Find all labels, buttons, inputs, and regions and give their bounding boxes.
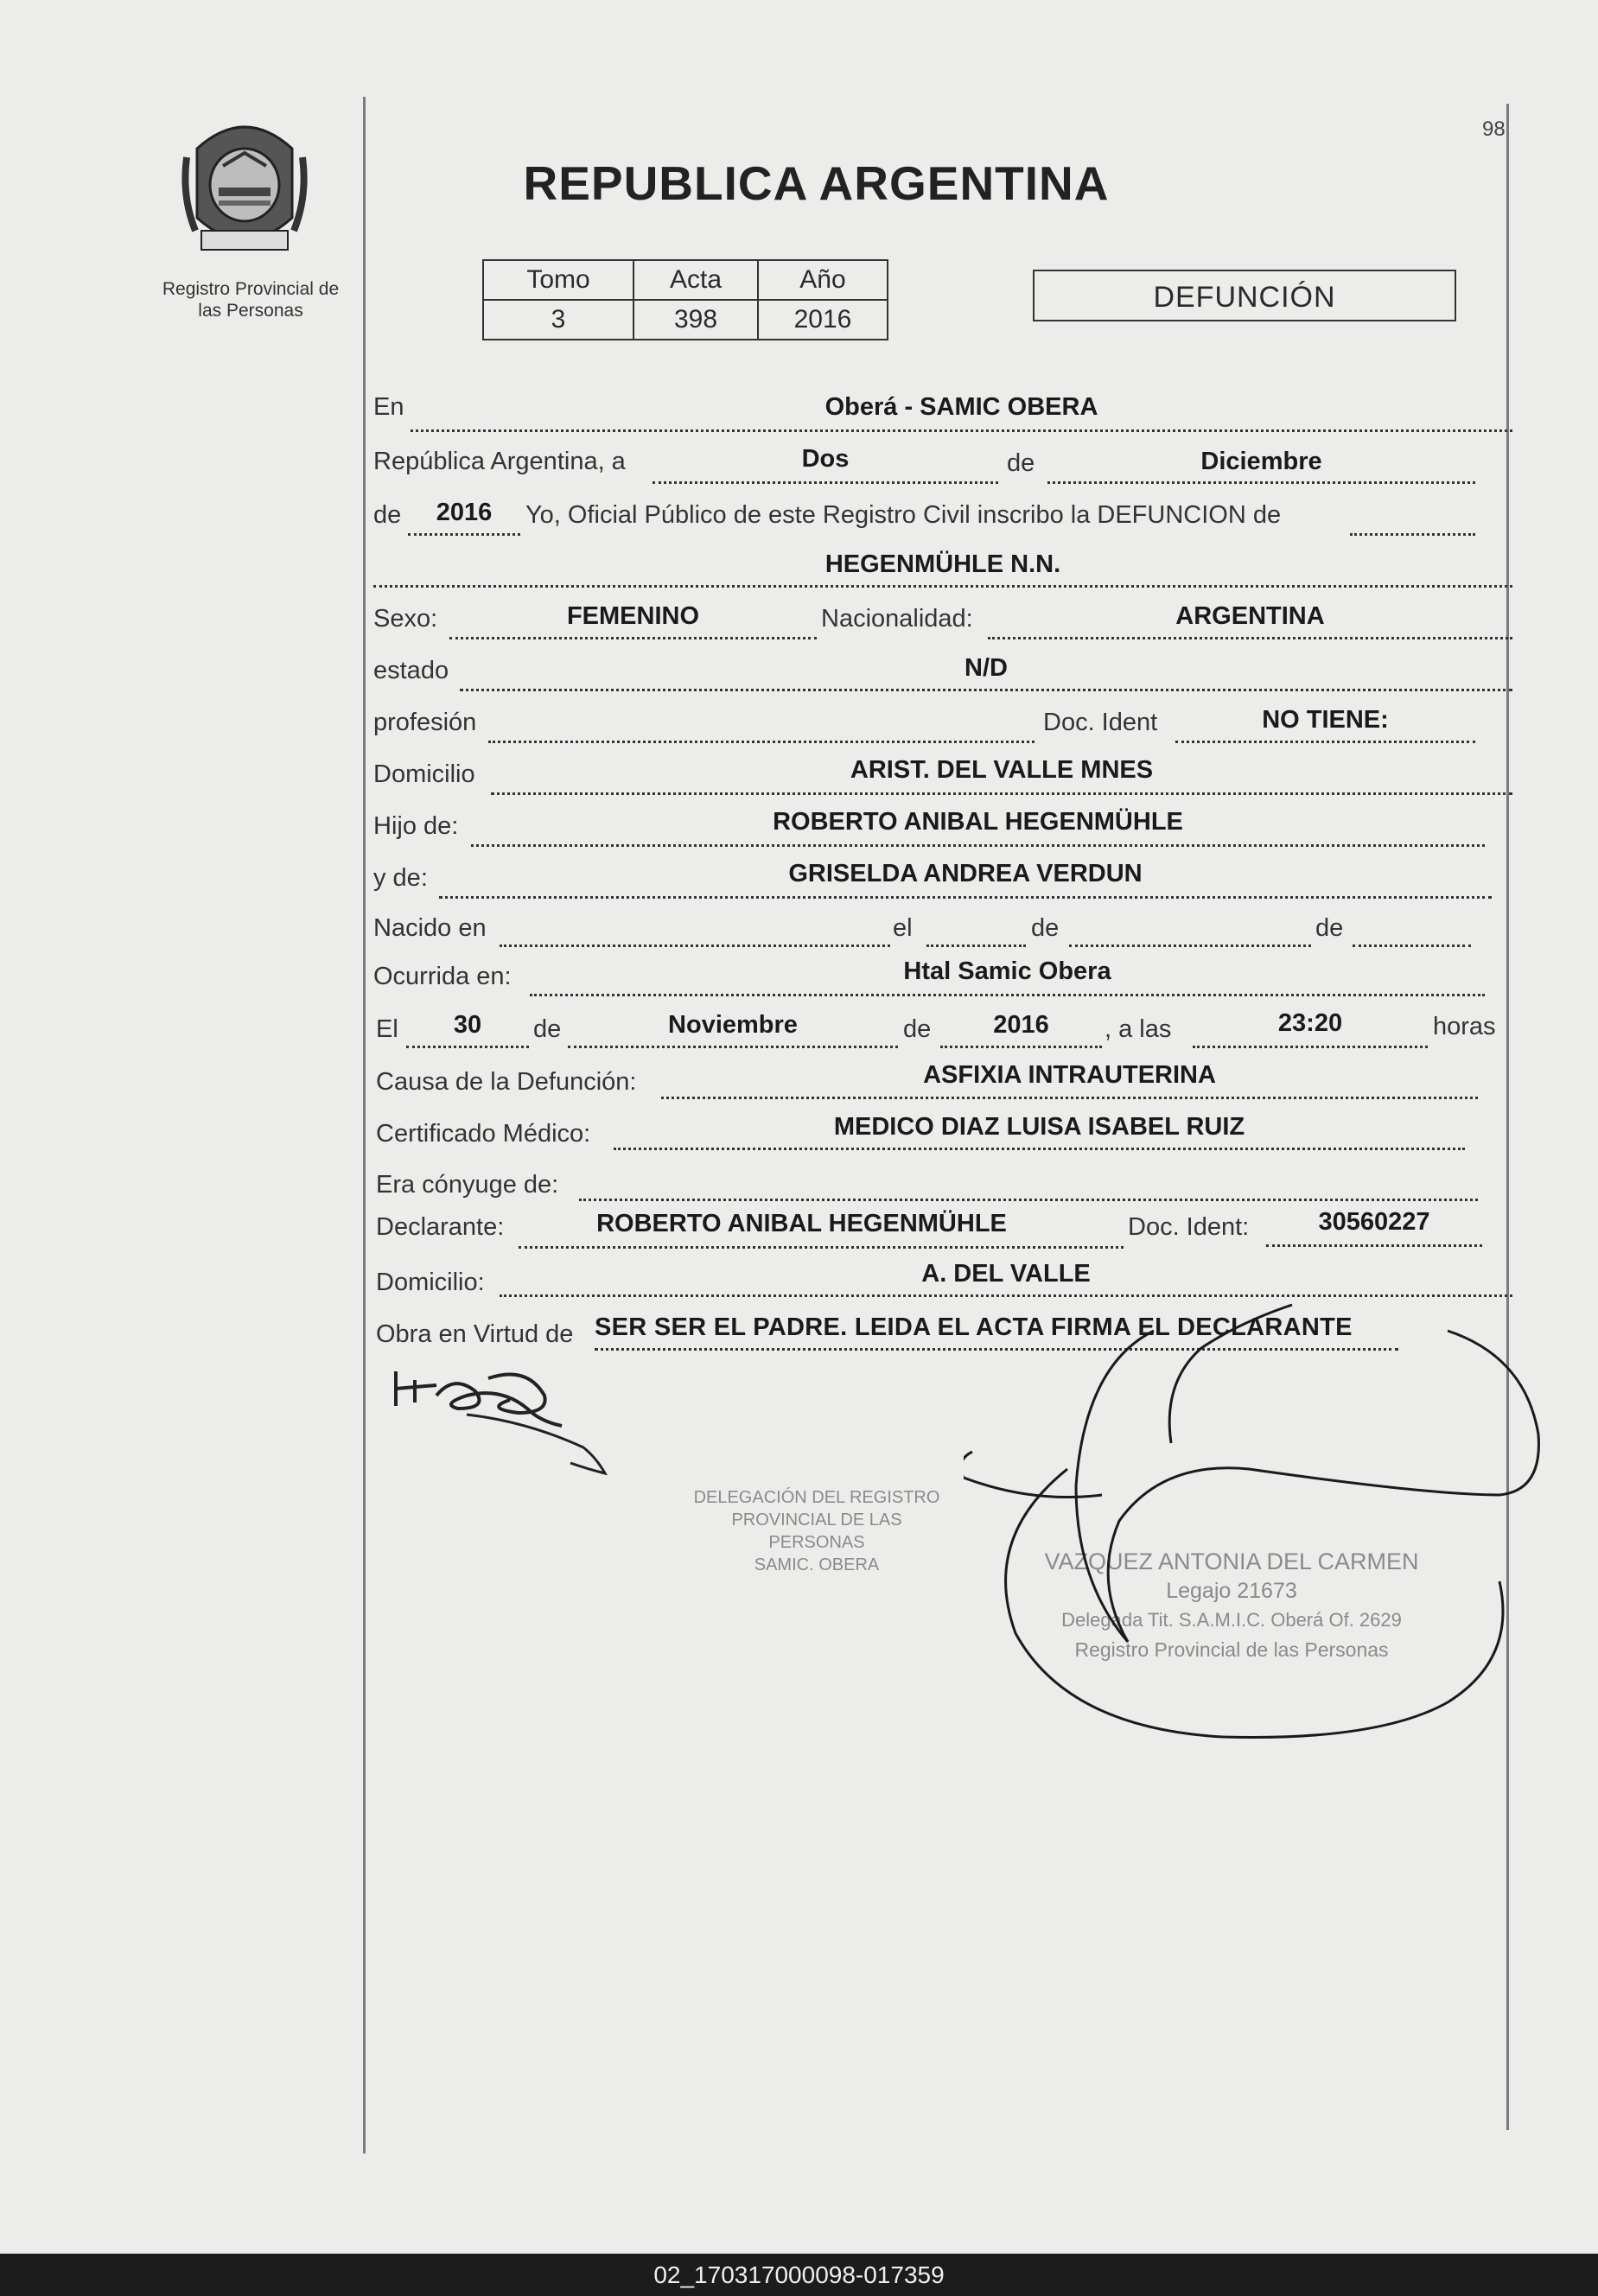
sexo-label: Sexo: xyxy=(373,605,438,633)
sexo-line xyxy=(449,637,817,639)
act-type-box: DEFUNCIÓN xyxy=(1033,270,1456,321)
domicilio2-label: Domicilio: xyxy=(376,1269,485,1296)
fecha-def-mes-line xyxy=(568,1046,898,1048)
nacido-dia-line xyxy=(926,944,1026,947)
y-de-line xyxy=(439,896,1492,899)
estado-label: estado xyxy=(373,657,449,684)
declarante-doc-label: Doc. Ident: xyxy=(1128,1213,1250,1241)
official-office: Delegada Tit. S.A.M.I.C. Oberá Of. 2629 xyxy=(1061,1609,1402,1631)
document-title: REPUBLICA ARGENTINA xyxy=(523,156,1110,210)
register-header-anio: Año xyxy=(758,260,888,300)
certificado-label: Certificado Médico: xyxy=(376,1120,591,1148)
doc-ident-value: NO TIENE: xyxy=(1262,706,1389,734)
nacionalidad-value: ARGENTINA xyxy=(1175,602,1325,630)
y-de-value: GRISELDA ANDREA VERDUN xyxy=(788,860,1143,887)
hijo-de-value: ROBERTO ANIBAL HEGENMÜHLE xyxy=(773,808,1183,836)
fecha-def-de2-label: de xyxy=(903,1015,932,1043)
nombre-line xyxy=(373,585,1512,588)
domicilio2-value: A. DEL VALLE xyxy=(921,1260,1091,1288)
fecha-def-hora-value: 23:20 xyxy=(1277,1009,1343,1037)
fecha-def-de1-label: de xyxy=(533,1015,562,1043)
causa-label: Causa de la Defunción: xyxy=(376,1068,637,1096)
nacido-lugar-line xyxy=(500,944,890,947)
nacido-anio-line xyxy=(1353,944,1471,947)
en-label: En xyxy=(373,393,404,421)
logo-caption-line2: las Personas xyxy=(198,301,303,321)
declarant-signature xyxy=(389,1361,614,1491)
register-header-acta: Acta xyxy=(633,260,758,300)
fecha-anio-label: de xyxy=(373,501,402,529)
delegation-seal-text xyxy=(691,1486,942,1576)
domicilio-value: ARIST. DEL VALLE MNES xyxy=(850,756,1154,784)
official-signature xyxy=(964,1296,1560,1763)
nacido-mes-line xyxy=(1069,944,1311,947)
nacido-de2-label: de xyxy=(1315,914,1344,942)
nacido-label: Nacido en xyxy=(373,914,487,942)
sexo-value: FEMENINO xyxy=(566,602,700,630)
causa-value: ASFIXIA INTRAUTERINA xyxy=(923,1061,1216,1089)
fecha-anio-value: 2016 xyxy=(436,499,493,526)
nacido-de1-label: de xyxy=(1031,914,1060,942)
hijo-de-line xyxy=(471,844,1485,847)
delegation-seal-line1: DELEGACIÓN DEL REGISTRO PROVINCIAL DE LAS PERSONAS xyxy=(693,1488,940,1552)
conyuge-label: Era cónyuge de: xyxy=(376,1171,559,1199)
obra-label: Obra en Virtud de xyxy=(376,1320,574,1348)
certificado-line xyxy=(614,1148,1465,1150)
fecha-def-dia-value: 30 xyxy=(453,1011,482,1039)
page-number: 98 xyxy=(1482,118,1506,141)
register-table xyxy=(482,259,888,340)
certificado-value: MEDICO DIAZ LUISA ISABEL RUIZ xyxy=(833,1113,1245,1141)
doc-ident-label: Doc. Ident xyxy=(1043,709,1158,736)
official-name: VAZQUEZ ANTONIA DEL CARMEN xyxy=(1044,1549,1419,1574)
fecha-mes-value: Diciembre xyxy=(1200,448,1322,475)
fecha-def-a-las-label: , a las xyxy=(1105,1015,1172,1043)
fecha-def-horas-label: horas xyxy=(1433,1013,1496,1040)
domicilio-line xyxy=(491,792,1512,795)
register-header-tomo: Tomo xyxy=(483,260,633,300)
causa-line xyxy=(661,1097,1478,1099)
doc-ident-line xyxy=(1175,741,1475,743)
register-value-acta: 398 xyxy=(633,300,758,340)
nombre-value: HEGENMÜHLE N.N. xyxy=(824,550,1061,578)
register-value-anio: 2016 xyxy=(758,300,888,340)
register-value-row xyxy=(483,300,888,340)
logo-caption-line1: Registro Provincial de xyxy=(162,279,340,299)
ocurrida-value: Htal Samic Obera xyxy=(903,957,1111,985)
declarante-label: Declarante: xyxy=(376,1213,505,1241)
inscribo-line xyxy=(1350,533,1475,536)
official-registry: Registro Provincial de las Personas xyxy=(1074,1638,1389,1661)
fecha-label: República Argentina, a xyxy=(373,448,626,475)
fecha-def-anio-line xyxy=(940,1046,1102,1048)
inscribo-text: Yo, Oficial Público de este Registro Civil inscribo la DEFUNCION de xyxy=(525,501,1282,529)
fecha-dia-value: Dos xyxy=(801,445,850,473)
fecha-def-mes-value: Noviembre xyxy=(668,1011,798,1039)
official-legajo: Legajo 21673 xyxy=(1166,1579,1297,1603)
en-line xyxy=(411,429,1512,432)
fecha-def-el-label: El xyxy=(376,1015,398,1043)
en-value: Oberá - SAMIC OBERA xyxy=(824,393,1098,421)
ocurrida-line xyxy=(530,994,1485,996)
nacionalidad-line xyxy=(988,637,1512,639)
hijo-de-label: Hijo de: xyxy=(373,812,459,840)
delegation-seal-line2: SAMIC. OBERA xyxy=(754,1555,880,1574)
declarante-doc-line xyxy=(1266,1244,1482,1247)
fecha-mes-label: de xyxy=(1007,449,1035,477)
fecha-dia-line xyxy=(653,481,998,484)
register-value-tomo: 3 xyxy=(483,300,633,340)
profesion-line xyxy=(488,741,1035,743)
conyuge-line xyxy=(579,1199,1478,1201)
nacido-el-label: el xyxy=(893,914,913,942)
footer-case-id: 02_170317000098-017359 xyxy=(0,2254,1598,2296)
nacionalidad-label: Nacionalidad: xyxy=(821,605,973,633)
y-de-label: y de: xyxy=(373,864,428,892)
left-margin-line xyxy=(363,97,366,2153)
obra-value: SER SER EL PADRE. LEIDA EL ACTA FIRMA EL DECLARANTE xyxy=(595,1313,1353,1341)
declarante-line xyxy=(519,1246,1124,1249)
register-header-row xyxy=(483,260,888,300)
logo-caption xyxy=(130,278,372,321)
fecha-def-anio-value: 2016 xyxy=(993,1011,1049,1039)
declarante-value: ROBERTO ANIBAL HEGENMÜHLE xyxy=(596,1210,1007,1237)
domicilio-label: Domicilio xyxy=(373,760,475,788)
fecha-anio-line xyxy=(408,533,520,536)
fecha-mes-line xyxy=(1047,481,1475,484)
fecha-def-hora-line xyxy=(1193,1046,1428,1048)
profesion-label: profesión xyxy=(373,709,477,736)
estado-line xyxy=(460,689,1512,691)
declarante-doc-value: 30560227 xyxy=(1318,1208,1430,1236)
estado-value: N/D xyxy=(965,654,1008,682)
fecha-def-dia-line xyxy=(406,1046,529,1048)
ocurrida-label: Ocurrida en: xyxy=(373,963,512,990)
